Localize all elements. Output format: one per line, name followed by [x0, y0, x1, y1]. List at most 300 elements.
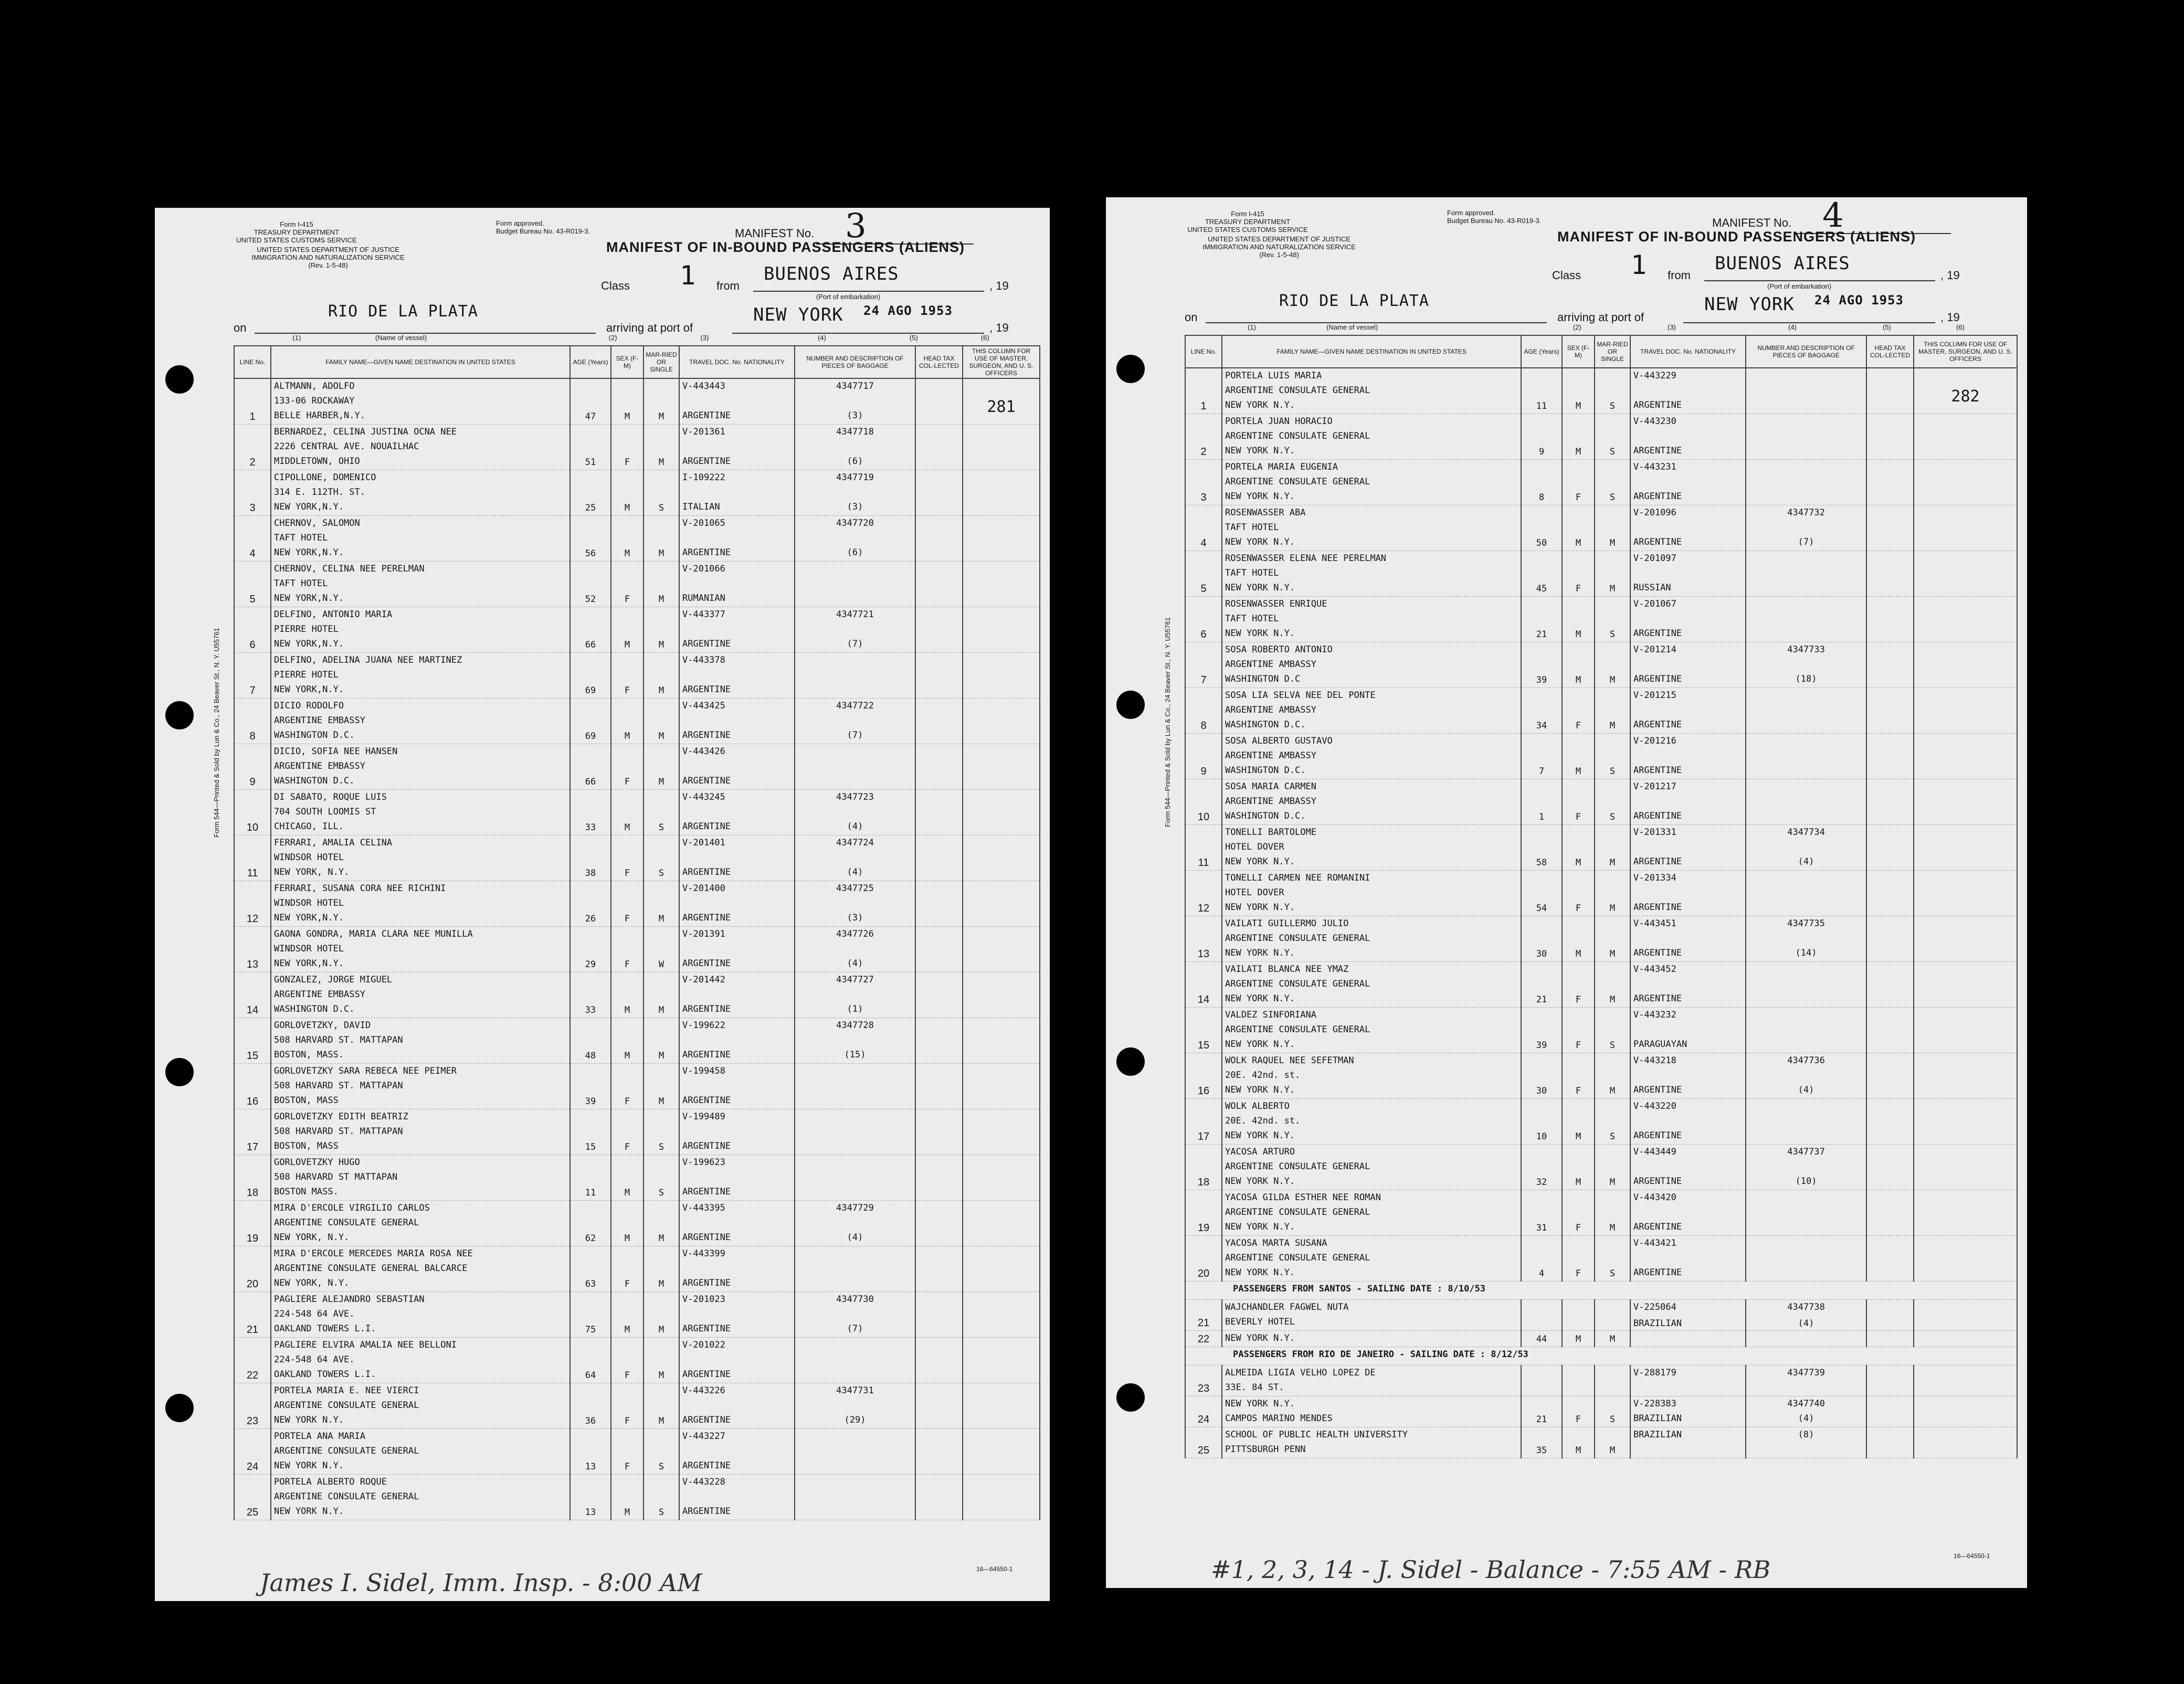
- travel-doc-cell: [1630, 1365, 1746, 1396]
- age-cell: 4: [1521, 1236, 1562, 1281]
- travel-doc-cell: [679, 516, 795, 562]
- destination-line: NEW YORK, N.Y.: [274, 867, 350, 877]
- marital-status-cell: S: [1595, 1236, 1630, 1281]
- destination-line: ARGENTINE AMBASSY: [1225, 796, 1316, 807]
- form-code: 16—64550-1: [1954, 1552, 1990, 1560]
- sex-cell: M: [1562, 825, 1595, 871]
- passenger-name: DELFINO, ADELINA JUANA NEE MARTINEZ: [274, 655, 462, 665]
- baggage-pieces: (4): [847, 867, 863, 877]
- line-number: 8: [1185, 688, 1222, 734]
- travel-doc-cell: [1630, 642, 1746, 688]
- passenger-name: DI SABATO, ROQUE LUIS: [274, 792, 387, 802]
- rule: [1683, 322, 1935, 323]
- line-number: 19: [1185, 1190, 1222, 1236]
- baggage-cell: [1746, 1145, 1866, 1190]
- column-number: (6): [980, 334, 989, 342]
- travel-doc-cell: [1630, 734, 1746, 779]
- marital-status-cell: M: [1595, 551, 1630, 597]
- destination-line: ARGENTINE EMBASSY: [274, 989, 365, 1000]
- form-budget: Budget Bureau No. 43-R019-3.: [496, 227, 590, 235]
- nationality: ITALIAN: [682, 502, 720, 512]
- age-cell: 7: [1521, 734, 1562, 779]
- line-number: 23: [234, 1383, 271, 1429]
- baggage-cell: [1746, 1099, 1866, 1145]
- sex-cell: F: [611, 1338, 643, 1383]
- baggage-number: 4347721: [836, 609, 874, 620]
- head-tax-cell: [915, 1475, 963, 1520]
- travel-doc-cell: [679, 1155, 795, 1201]
- officers-cell: [963, 1338, 1040, 1383]
- travel-doc-number: V-201334: [1633, 873, 1676, 883]
- age-cell: 9: [1521, 414, 1562, 460]
- printer-imprint: Form 544—Printed & Sold by Lun & Co., 24 Beaver St., N. Y. U55761: [213, 628, 220, 838]
- baggage-pieces: (10): [1795, 1176, 1817, 1187]
- passenger-name: PAGLIERE ELVIRA AMALIA NEE BELLONI: [274, 1340, 457, 1350]
- nationality: ARGENTINE: [682, 821, 731, 832]
- passenger-name: GORLOVETZKY, DAVID: [274, 1020, 371, 1031]
- table-row: [1185, 1099, 2017, 1145]
- sex-cell: M: [1562, 734, 1595, 779]
- section-heading: PASSENGERS FROM SANTOS - SAILING DATE : 8/10/53: [1185, 1281, 2017, 1300]
- passenger-name-destination: [271, 881, 570, 927]
- section-heading: PASSENGERS FROM RIO DE JANEIRO - SAILING DATE : 8/12/53: [1185, 1347, 2017, 1365]
- nationality: ARGENTINE: [682, 410, 731, 421]
- head-tax-cell: [1866, 368, 1914, 414]
- passenger-name-destination: [1222, 962, 1521, 1008]
- form-ins: IMMIGRATION AND NATURALIZATION SERVICE: [251, 253, 405, 261]
- officers-cell: [1914, 779, 2017, 825]
- line-number: 23: [1185, 1365, 1222, 1396]
- baggage-cell: [795, 607, 915, 653]
- nationality: ARGENTINE: [682, 1369, 731, 1380]
- table-row: [234, 653, 1040, 698]
- punch-hole: [1116, 1047, 1145, 1076]
- age-cell: 63: [570, 1246, 611, 1292]
- punch-hole: [165, 1058, 194, 1086]
- passenger-name-destination: [271, 607, 570, 653]
- destination-line: WASHINGTON D.C: [1225, 674, 1301, 684]
- officers-cell: [1914, 734, 2017, 779]
- marital-status-cell: M: [1595, 505, 1630, 551]
- table-row: [234, 698, 1040, 744]
- travel-doc-number: V-201065: [682, 518, 725, 528]
- head-tax-cell: [915, 607, 963, 653]
- marital-status-cell: M: [643, 1246, 679, 1292]
- head-tax-cell: [915, 516, 963, 562]
- table-row: [1185, 962, 2017, 1008]
- sex-cell: F: [1562, 1236, 1595, 1281]
- form-dept: TREASURY DEPARTMENT: [1205, 218, 1291, 226]
- travel-doc-number: V-443218: [1633, 1055, 1676, 1066]
- age-cell: 11: [1521, 368, 1562, 414]
- officers-cell: [1914, 1099, 2017, 1145]
- destination-line: WASHINGTON D.C.: [274, 1004, 355, 1014]
- rule: [1704, 280, 1935, 281]
- baggage-cell: [1746, 1427, 1866, 1458]
- year-label: , 19: [989, 321, 1009, 334]
- officers-cell: [1914, 1190, 2017, 1236]
- age-cell: [1521, 1365, 1562, 1396]
- baggage-cell: [1746, 414, 1866, 460]
- travel-doc-number: V-443230: [1633, 416, 1676, 427]
- officers-cell: [1914, 1300, 2017, 1331]
- marital-status-cell: S: [643, 1429, 679, 1475]
- destination-line: BOSTON MASS.: [274, 1187, 339, 1197]
- baggage-number: 4347735: [1787, 918, 1825, 929]
- table-row: [234, 744, 1040, 790]
- marital-status-cell: M: [1595, 825, 1630, 871]
- approval-block: [1447, 209, 1605, 225]
- head-tax-cell: [915, 562, 963, 607]
- baggage-pieces: (4): [1798, 1413, 1814, 1424]
- travel-doc-cell: [679, 1201, 795, 1246]
- travel-doc-number: V-201361: [682, 427, 725, 437]
- destination-line: NEW YORK N.Y.: [1225, 856, 1295, 867]
- officers-cell: [963, 470, 1040, 516]
- form-service: UNITED STATES CUSTOMS SERVICE: [236, 236, 357, 244]
- head-tax-cell: [1866, 597, 1914, 642]
- column-header-baggage: NUMBER AND DESCRIPTION OF PIECES OF BAGGAGE: [795, 346, 915, 378]
- head-tax-cell: [1866, 414, 1914, 460]
- travel-doc-cell: [1630, 688, 1746, 734]
- passenger-name-destination: [271, 1064, 570, 1109]
- nationality: ARGENTINE: [682, 913, 731, 923]
- sex-cell: F: [611, 653, 643, 698]
- destination-line: HOTEL DOVER: [1225, 887, 1284, 898]
- head-tax-cell: [915, 698, 963, 744]
- travel-doc-number: V-288179: [1633, 1368, 1676, 1378]
- nationality: ARGENTINE: [682, 867, 731, 877]
- baggage-cell: [1746, 368, 1866, 414]
- marital-status-cell: S: [643, 790, 679, 835]
- passenger-name-destination: [1222, 368, 1521, 414]
- age-cell: 36: [570, 1383, 611, 1429]
- officers-cell: [963, 607, 1040, 653]
- travel-doc-number: V-443232: [1633, 1010, 1676, 1020]
- age-cell: 33: [570, 972, 611, 1018]
- form-approved: Form approved.: [496, 219, 544, 227]
- form-ins: IMMIGRATION AND NATURALIZATION SERVICE: [1202, 243, 1356, 251]
- sex-cell: [1562, 1300, 1595, 1331]
- head-tax-cell: [1866, 688, 1914, 734]
- table-row: [234, 562, 1040, 607]
- line-number: 10: [1185, 779, 1222, 825]
- baggage-pieces: (18): [1795, 674, 1817, 684]
- marital-status-cell: S: [1595, 368, 1630, 414]
- baggage-number: 4347736: [1787, 1055, 1825, 1066]
- column-number: (1): [1248, 323, 1256, 331]
- travel-doc-cell: [679, 1109, 795, 1155]
- line-number: 18: [234, 1155, 271, 1201]
- passenger-name: CIPOLLONE, DOMENICO: [274, 472, 376, 483]
- form-service: UNITED STATES CUSTOMS SERVICE: [1187, 226, 1308, 234]
- column-header-officers: THIS COLUMN FOR USE OF MASTER, SURGEON, AND U. S. OFFICERS: [963, 346, 1040, 378]
- passenger-name-destination: [1222, 825, 1521, 871]
- table-row: [1185, 871, 2017, 916]
- travel-doc-number: V-201022: [682, 1340, 725, 1350]
- nationality: ARGENTINE: [682, 1187, 731, 1197]
- passenger-name: VALDEZ SINFORIANA: [1225, 1010, 1316, 1020]
- table-row: [1185, 414, 2017, 460]
- officers-cell: [963, 562, 1040, 607]
- destination-line: 704 SOUTH LOOMIS ST: [274, 807, 376, 817]
- destination-line: NEW YORK N.Y.: [1225, 491, 1295, 502]
- passenger-name-destination: [1222, 460, 1521, 505]
- vessel-name: RIO DE LA PLATA: [328, 302, 478, 321]
- passenger-name: ROSENWASSER ENRIQUE: [1225, 599, 1327, 609]
- form-rev: (Rev. 1-5-48): [308, 261, 348, 269]
- officers-cell: [1914, 1236, 2017, 1281]
- travel-doc-number: V-443227: [682, 1431, 725, 1442]
- manifest-title: MANIFEST OF IN-BOUND PASSENGERS (ALIENS): [1557, 229, 1916, 245]
- destination-line: ARGENTINE AMBASSY: [1225, 659, 1316, 670]
- travel-doc-number: V-201066: [682, 564, 725, 574]
- passenger-name-destination: [1222, 1008, 1521, 1053]
- sex-cell: M: [611, 1292, 643, 1338]
- destination-line: ARGENTINE CONSULATE GENERAL: [274, 1217, 419, 1228]
- table-row: [1185, 1331, 2017, 1347]
- travel-doc-number: V-443378: [682, 655, 725, 665]
- marital-status-cell: M: [1595, 871, 1630, 916]
- table-row: [234, 1018, 1040, 1064]
- date-stamp: 24 AGO 1953: [1814, 293, 1904, 308]
- baggage-pieces: (4): [1798, 856, 1814, 867]
- travel-doc-number: V-443231: [1633, 462, 1676, 472]
- age-cell: 13: [570, 1475, 611, 1520]
- line-number: 14: [234, 972, 271, 1018]
- sex-cell: M: [611, 1201, 643, 1246]
- table-row: [1185, 825, 2017, 871]
- sex-cell: [1562, 1365, 1595, 1396]
- sex-cell: F: [611, 562, 643, 607]
- marital-status-cell: M: [643, 425, 679, 470]
- table-row: [1185, 460, 2017, 505]
- officers-cell: [963, 881, 1040, 927]
- line-number: 17: [1185, 1099, 1222, 1145]
- head-tax-cell: [1866, 916, 1914, 962]
- marital-status-cell: M: [643, 653, 679, 698]
- table-row: [1185, 916, 2017, 962]
- travel-doc-number: V-443451: [1633, 918, 1676, 929]
- officers-cell: [1914, 1053, 2017, 1099]
- age-cell: 52: [570, 562, 611, 607]
- sex-cell: M: [611, 790, 643, 835]
- baggage-number: 4347722: [836, 701, 874, 711]
- nationality: ARGENTINE: [682, 456, 731, 467]
- baggage-number: 4347718: [836, 427, 874, 437]
- baggage-number: 4347740: [1787, 1399, 1825, 1409]
- sex-cell: F: [1562, 779, 1595, 825]
- destination-line: NEW YORK,N.Y.: [274, 958, 344, 969]
- form-form_id: Form I-415: [1231, 210, 1264, 218]
- column-header-headtax: HEAD TAX COL-LECTED: [915, 346, 963, 378]
- passenger-name-destination: [1222, 551, 1521, 597]
- nationality: ARGENTINE: [1633, 537, 1682, 547]
- officers-cell: [963, 698, 1040, 744]
- head-tax-cell: [915, 470, 963, 516]
- line-number: 6: [1185, 597, 1222, 642]
- marital-status-cell: S: [1595, 414, 1630, 460]
- age-cell: 15: [570, 1109, 611, 1155]
- age-cell: 25: [570, 470, 611, 516]
- passenger-name: BERNARDEZ, CELINA JUSTINA OCNA NEE: [274, 427, 457, 437]
- destination-line: TAFT HOTEL: [1225, 568, 1279, 578]
- officers-cell: [963, 1109, 1040, 1155]
- officers-cell: [963, 1155, 1040, 1201]
- table-row: [1185, 597, 2017, 642]
- line-number: 8: [234, 698, 271, 744]
- nationality: ARGENTINE: [682, 1506, 731, 1517]
- marital-status-cell: S: [643, 835, 679, 881]
- marital-status-cell: M: [643, 1064, 679, 1109]
- travel-doc-number: V-443245: [682, 792, 725, 802]
- baggage-number: 4347728: [836, 1020, 874, 1031]
- officers-cell: [1914, 460, 2017, 505]
- baggage-cell: [795, 1201, 915, 1246]
- baggage-number: 4347738: [1787, 1302, 1825, 1312]
- head-tax-cell: [1866, 1099, 1914, 1145]
- nationality: ARGENTINE: [1633, 674, 1682, 684]
- sex-cell: F: [611, 1064, 643, 1109]
- baggage-number: 4347732: [1787, 507, 1825, 518]
- column-header-line: LINE No.: [1185, 335, 1222, 368]
- form-dept: TREASURY DEPARTMENT: [254, 228, 340, 236]
- sex-cell: M: [1562, 414, 1595, 460]
- passenger-name: GORLOVETZKY SARA REBECA NEE PEIMER: [274, 1066, 457, 1076]
- travel-doc-cell: [1630, 597, 1746, 642]
- marital-status-cell: S: [643, 1475, 679, 1520]
- age-cell: 39: [1521, 642, 1562, 688]
- age-cell: 32: [1521, 1145, 1562, 1190]
- age-cell: 50: [1521, 505, 1562, 551]
- passenger-name: PAGLIERE ALEJANDRO SEBASTIAN: [274, 1294, 425, 1305]
- nationality: ARGENTINE: [1633, 491, 1682, 502]
- table-row: [1185, 734, 2017, 779]
- age-cell: 29: [570, 927, 611, 972]
- age-cell: 30: [1521, 916, 1562, 962]
- line-number: 4: [1185, 505, 1222, 551]
- line-number: 21: [1185, 1300, 1222, 1331]
- sex-cell: F: [611, 1383, 643, 1429]
- passenger-name: PORTELA JUAN HORACIO: [1225, 416, 1333, 427]
- manifest-page-left: [155, 208, 1050, 1601]
- destination-line: NEW YORK N.Y.: [1225, 902, 1295, 913]
- passenger-name-destination: [271, 1292, 570, 1338]
- travel-doc-number: V-443399: [682, 1248, 725, 1259]
- sex-cell: M: [1562, 597, 1595, 642]
- travel-doc-cell: [679, 607, 795, 653]
- destination-line: 2226 CENTRAL AVE. NOUAILHAC: [274, 441, 419, 452]
- destination-line: 224-548 64 AVE.: [274, 1309, 355, 1319]
- passenger-name-destination: [271, 516, 570, 562]
- passenger-name: ROSENWASSER ABA: [1225, 507, 1306, 518]
- destination-line: 224-548 64 AVE.: [274, 1354, 355, 1365]
- marital-status-cell: S: [643, 1155, 679, 1201]
- destination-line: NEW YORK,N.Y.: [274, 502, 344, 512]
- passenger-name-destination: [1222, 1300, 1521, 1331]
- baggage-pieces: (15): [844, 1050, 866, 1060]
- head-tax-cell: [1866, 779, 1914, 825]
- baggage-number: 4347731: [836, 1385, 874, 1396]
- passenger-name-destination: [1222, 916, 1521, 962]
- line-number: 1: [1185, 368, 1222, 414]
- marital-status-cell: S: [1595, 1099, 1630, 1145]
- from-label: from: [1668, 269, 1691, 282]
- sex-cell: F: [1562, 962, 1595, 1008]
- sex-cell: M: [1562, 1099, 1595, 1145]
- column-header-age: AGE (Years): [570, 346, 611, 378]
- sex-cell: F: [611, 835, 643, 881]
- baggage-pieces: (7): [847, 1323, 863, 1334]
- sex-cell: F: [611, 881, 643, 927]
- table-row: [234, 1201, 1040, 1246]
- baggage-pieces: (4): [847, 821, 863, 832]
- baggage-cell: [795, 1475, 915, 1520]
- marital-status-cell: S: [643, 470, 679, 516]
- table-row: [1185, 1236, 2017, 1281]
- head-tax-cell: [915, 835, 963, 881]
- destination-line: TAFT HOTEL: [1225, 613, 1279, 624]
- destination-line: NEW YORK N.Y.: [1225, 400, 1295, 410]
- column-header-baggage: NUMBER AND DESCRIPTION OF PIECES OF BAGGAGE: [1746, 335, 1866, 368]
- passenger-name: MIRA D'ERCOLE MERCEDES MARIA ROSA NEE: [274, 1248, 473, 1259]
- destination-line: NEW YORK N.Y.: [1225, 1039, 1295, 1050]
- table-row: [1185, 551, 2017, 597]
- table-row: [234, 1475, 1040, 1520]
- destination-line: NEW YORK N.Y.: [1225, 993, 1295, 1004]
- age-cell: 10: [1521, 1099, 1562, 1145]
- passenger-name: VAILATI GUILLERMO JULIO: [1225, 918, 1349, 929]
- head-tax-cell: [915, 927, 963, 972]
- officers-cell: [1914, 505, 2017, 551]
- nationality: ARGENTINE: [1633, 765, 1682, 776]
- travel-doc-cell: [679, 1292, 795, 1338]
- travel-doc-cell: [1630, 551, 1746, 597]
- baggage-number: 4347726: [836, 929, 874, 939]
- sex-cell: M: [611, 698, 643, 744]
- travel-doc-number: V-225064: [1633, 1302, 1676, 1312]
- table-row: [1185, 368, 2017, 414]
- baggage-cell: [1746, 1365, 1866, 1396]
- passenger-name: YACOSA ARTURO: [1225, 1147, 1295, 1157]
- destination-line: WASHINGTON D.C.: [274, 776, 355, 786]
- destination-line: ARGENTINE CONSULATE GENERAL BALCARCE: [274, 1263, 468, 1274]
- sex-cell: M: [611, 607, 643, 653]
- travel-doc-number: V-201214: [1633, 644, 1676, 655]
- age-cell: 58: [1521, 825, 1562, 871]
- column-header-travel: TRAVEL DOC. No. NATIONALITY: [1630, 335, 1746, 368]
- destination-line: 133-06 ROCKAWAY: [274, 396, 355, 406]
- baggage-cell: [795, 972, 915, 1018]
- column-header-headtax: HEAD TAX COL-LECTED: [1866, 335, 1914, 368]
- travel-doc-cell: [679, 378, 795, 425]
- travel-doc-cell: [679, 1064, 795, 1109]
- age-cell: 64: [570, 1338, 611, 1383]
- form-rev: (Rev. 1-5-48): [1259, 251, 1299, 259]
- table-row: [234, 1338, 1040, 1383]
- line-number: 13: [1185, 916, 1222, 962]
- officers-cell: [963, 835, 1040, 881]
- destination-line: NEW YORK N.Y.: [1225, 1267, 1295, 1278]
- column-header-name: FAMILY NAME—GIVEN NAME DESTINATION IN UNITED STATES: [271, 346, 570, 378]
- passenger-name: MIRA D'ERCOLE VIRGILIO CARLOS: [274, 1203, 430, 1213]
- nationality: ARGENTINE: [1633, 811, 1682, 821]
- destination-line: ARGENTINE AMBASSY: [1225, 705, 1316, 715]
- marital-status-cell: M: [643, 1292, 679, 1338]
- destination-line: CAMPOS MARINO MENDES: [1225, 1413, 1333, 1424]
- destination-line: PITTSBURGH PENN: [1225, 1444, 1306, 1455]
- column-number: (4): [817, 334, 826, 342]
